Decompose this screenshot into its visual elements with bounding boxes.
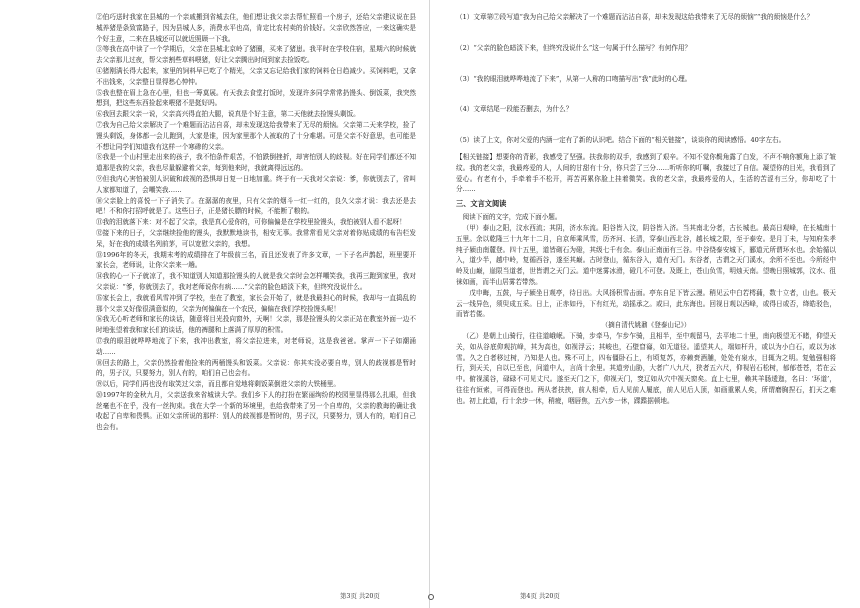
- body-paragraph: ③等我在高中读了一个学期后，父亲在县城北京岭了猪圈，买来了猪崽。我平时在学校住宿，星期六的时候就去父亲那儿过夜，帮父亲割些草料喂猪，好让父亲腾出时间到家去捡饭吃。: [96, 45, 416, 65]
- body-paragraph: ⑭我的心一下子就凉了，我不知道别人知道那捡馒头的人就是我父亲时会怎样嘲笑我，我再三跑到家里，我对父亲说：“爹，你就别去了，我对老师说你有病……”父亲的脸色暗淡下来，但终究没说什么。: [96, 272, 416, 291]
- right-page: [430, 0, 860, 608]
- body-paragraph: ⑰我的眼泪就哗哗地流了下来，我冲出教室，将父亲拉进来，对老师说，这是我爸爸。掌声一下子如潮涌动……: [96, 336, 416, 356]
- question-list: [456, 12, 836, 146]
- body-paragraph: ⑩父亲脸上的喜悦一下子消失了。在潺潺的夜里，只有父亲的烟斗一红一红的，良久父亲才说：我去还是去吧！不和你打招呼就是了。这些日子，正是猪长膘的时候，不能断了粮的。: [96, 196, 416, 216]
- body-paragraph: ⑤我也整在眉上急在心里，但也一筹莫展。有天我去食堂打饭时，发现许多同学常常扔馒头、倒饭菜，我突然想到，把这些东西捡起来喂猪不是挺好吗。: [96, 88, 416, 108]
- right-page-number: 第4页 共20页: [520, 592, 560, 600]
- related-link: 【相关链接】想要你的背影，我感受了坚强。扶我你的双手，我感到了艰辛。不知不觉你鬓角露了白发，不声不响你额角上添了皱纹。我的老父亲，我最疼爱的人，人间的甘甜有十分，你只尝了三分……听听你的叮嘱，我接过了自信。凝望你的目光，我看到了爱心。有老有小，手牵着手不松开，再苦再累你脸上挂着微笑。我的老父亲，我最疼爱的人，生活的苦涩有三分，你却吃了十分……: [456, 152, 836, 194]
- question-item: （4）文章结尾一段能否删去，为什么？: [456, 105, 573, 114]
- answer-space: [456, 84, 836, 104]
- body-paragraph: ⑳1997年的金秋九月，父亲送我来省城读大学。我们乡下人的打扮在繁丽绚纷的校园里显得那么扎眼，但我丝毫也不在乎，没有一丝拘束。我在大学一个新的环境里，也给我带来了另一个自卑的，父亲的教诲的确让我收起了自卑和畏惧。正如父亲所说的那样：别人的歧视都是暂时的，男子汉，只要努力，别人有的，咱们自己也会有。: [96, 390, 416, 432]
- body-paragraph: ⑲以后，同学们再也没有取笑过父亲，而且都自觉地将剩饭菜倒进父亲的大铁桶里。: [96, 380, 340, 389]
- body-paragraph: ⑮家长会上，我就看风雪冲到了学校，坐在了教室，家长会开始了，就是我最担心的时候，我却与一直捣乱的那个父亲又好像很满意似的，父亲为何偏偏在一个农民，偏偏在我们学校捡馒头呢！: [96, 293, 416, 313]
- body-paragraph: ⑯我无心听老师和家长的谈话，随意将目光投向窗外，天啊！父亲，那是捡馒头的父亲正站在教室外面一边不时地张望着我和家长们的谈话，他的裤腿和上落满了厚厚的积雪。: [96, 315, 416, 335]
- body-paragraph: ⑥我回去跟父亲一说，父亲高兴得直拍大腿，说真是个好主意，第二天他就去捡馒头剩饭。: [96, 110, 360, 119]
- reading-instruction: 阅读下面的文字，完成下面小题。: [462, 213, 562, 222]
- passage-a-source: （摘自清代姚鼐《登泰山记》）: [601, 321, 691, 330]
- question-item: （5）读了上文，你对父爱的内涵一定有了新的认识吧。结合下面的“相关链接”，谈谈你的阅读感悟。40字左右。: [456, 136, 786, 145]
- body-paragraph: ⑱回去的路上，父亲仍然捡着他捡来的两桶馒头和饭菜。父亲说：你其实没必要自卑，别人的歧视都是暂时的，男子汉，只要努力，别人有的，咱们自己也会有。: [96, 358, 416, 378]
- body-paragraph: ⑧我是一个山村里走出来的孩子，我不怕条件艰苦，不怕跌倒挫折，却害怕别人的歧视。好在同学们都还不知道那是我的父亲，我也尽量躲避着父亲，每到他来时，我就离得远远的。: [96, 153, 416, 173]
- passage-a-continued: 戊申晦，五鼓，与子颍坐日观亭，待日出。大风扬积雪击面。亭东自足下皆云漫。稍见云中白若樗蒱，数十立者，山也。极天云一线异色，须臾成五采。日上，正赤如丹，下有红光，动摇承之。或曰，此东海也。回视日观以西峰，或得日或否，绛皓驳色，而皆若偻。: [456, 288, 836, 319]
- section-heading: 三、文言文阅读: [456, 199, 507, 209]
- left-page-number: 第3页 共20页: [340, 592, 380, 600]
- left-paragraph-list: [96, 12, 416, 433]
- body-paragraph: ④猪刚满长得大起来，家里的饲料早已吃了个精光，父亲又忘记给我们家的饲料仓日趋减少。买饲料吧，又拿不出钱来，父亲整日显得愁心忡忡。: [96, 66, 416, 86]
- body-paragraph: ⑬1996年的冬天，我期末考的成绩排在了年级前三名，而且还发表了许多文章，一下子名声鹊起，班里要开家长会，老师说，让你父亲来一趟。: [96, 250, 416, 270]
- body-paragraph: ⑫接下来的日子，父亲继续捡他的馒头，我默默地读书，相安无事。我常常看见父亲对着你贴成绩的布告栏发呆，好在我的成绩名列前茅，可以宽慰父亲的，我想。: [96, 228, 416, 248]
- body-paragraph: ②伯巧送时我家在县城的一个亲戚搬到省城去住，他们想让我父亲去帮忙照看一个房子，还给父亲建议说在县城养猪是条致富路子，因为县城人多，消费水平也高，肯定比农村卖的价钱好。父亲欣然答应，一来这确实是个好主意，二来在县城还可以就近照顾一下我。: [96, 13, 416, 43]
- body-paragraph: ⑪我的泪就落下来：对不起了父亲，我是真心爱你的，可你偏偏是在学校里捡馒头，我怕被别人看不起呀！: [96, 218, 406, 227]
- passage-a: （甲）泰山之阳，汶水西流；其阴，济水东流。阳谷皆入汶，阴谷皆入济。当其南北分者，古长城也。最高日观峰，在长城南十五里。余以乾隆三十九年十二月，自京师乘风雪，历齐河、长清，穿泰山西北谷，越长城之限，至于泰安。是月丁未，与知府朱孝纯子颍由南麓登。四十五里，道皆砌石为磴，其级七千有余。泰山正南面有三谷。中谷绕泰安城下，郦道元所谓环水也。余始循以入，道少半，越中岭，复循西谷，遂至其巅。古时登山，循东谷入，道有天门。东谷者，古谓之天门溪水，余所不至也。今所经中岭及山巅，崖限当道者，世皆谓之天门云。道中迷雾冰滑，磴几不可登。及既上，苍山负雪，明烛天南。望晚日照城郭，汶水、徂徕如画，而半山居雾若带然。: [456, 223, 836, 286]
- body-paragraph: ⑨但我内心害怕被别人识破和歧视的恐惧却日复一日地加重。终于有一天我对父亲说：爹，你就别去了，省叫人家都知道了，会嘲笑我……: [96, 174, 416, 194]
- question-item: （3）“我的眼泪就哗哗地流了下来”，从第一人称的口吻描写出“我”此时的心理。: [456, 74, 692, 83]
- body-paragraph: ⑦我为自己给父亲解决了一个难题而沾沾自喜，却未发现这给我带来了无尽的烦恼。父亲第二天来学校，捡了馒头剩饭，身体都一会儿跑到，大家是谁，因为家里那个人被取的了十分难堪。可是父亲不好意思，也可能是不想让同学们知道我有这样一个寒碜的父亲。: [96, 120, 416, 151]
- question-item: （1）文章第⑦段写道“我为自己给父亲解决了一个难题而沾沾自喜，却未发现这给我带来了无尽的烦恼”“我的烦恼是什么？: [456, 13, 814, 21]
- question-item: （2）“父亲的脸色暗淡下来，但终究没说什么”这一句属于什么描写？有何作用？: [456, 43, 692, 52]
- answer-space: [456, 115, 836, 135]
- passage-b: （乙）是朝上山骑行，往往道峨岷。下骑，步牵马，乍步乍骑，且相半，至中观留马，去平地二十里，南向极望无不睹，仰望天关，如从谷底仰观抗峰，其为高也，如视浮云；其峻也，石壁窅窱，如无道径。遥望其人，端如杆升，或以为小白石，或以为冰雪。久之白者移过树，乃知是人也。殊不可上，四布僵卧石上，有顷复苏，亦赖赍酒脯，处处有泉水，目辄为之明。复勉强相将行，到天关，自以已至也，问道中人，言尚十余里。其道旁山胁，大者广八九尺，狭者五六尺，仰视岩石松树，郁郁苍苍，若在云中。俯视溪谷，碌碌不可见丈尺。遂至天门之下，仰视天门，窔辽如从穴中视天窗矣。直上七里，赖其羊肠逶迤，名曰：‘环道’，往往有絙索，可得而登也。两从者扶挟，前人相牵，后人见前人履底，前人见后人顶，如画重累人矣，所谓磨胸捏石，扪天之难也。初上此道，行十余步一休，稍疲，咽唇焦，五六步一休，蹀蹀据顿地。: [456, 331, 836, 405]
- answer-space: [456, 23, 836, 43]
- answer-space: [456, 54, 836, 74]
